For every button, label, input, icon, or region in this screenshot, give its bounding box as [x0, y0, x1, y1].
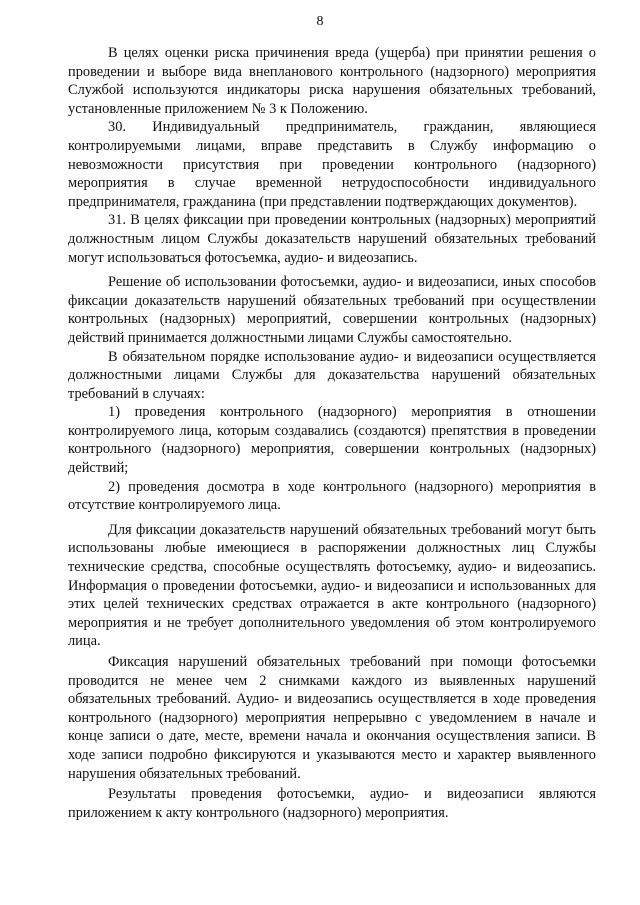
paragraph-item-31: 31. В целях фиксации при проведении контрольных (надзорных) мероприятий должностным лицом Службы доказательств нарушений обязательных требований могут использоваться фотосъемка, аудио- и видеозапись.: [68, 212, 596, 266]
paragraph-technical-means: Для фиксации доказательств нарушений обязательных требований могут быть использованы любые имеющиеся в распоряжении должностных лиц Службы технические средства, способные осуществлять фотосъемку, аудио- и видеозапись. Информация о проведении фотосъемки, аудио- и видеозаписи и использованных для этих целей технических средствах отражается в акте контрольного (надзорного) мероприятия и не требует дополнительного уведомления об этом контролируемого лица.: [68, 521, 596, 650]
page-number: 8: [316, 14, 324, 29]
paragraph-photo-fixation: Фиксация нарушений обязательных требований при помощи фотосъемки проводится не менее чем 2 снимками каждого из выявленных нарушений обязательных требований. Аудио- и видеозапись осуществляется в ходе проведения контрольного (надзорного) мероприятия непрерывно с уведомлением в начале и конце записи о дате, месте, времени начала и окончания осуществления записи. В ходе записи подробно фиксируются и указываются место и характер выявленного нарушения обязательных требований.: [68, 654, 596, 782]
paragraph-item-30: 30. Индивидуальный предприниматель, гражданин, являющиеся контролируемыми лицами, вправе представить в Службу информацию о невозможности присутствия при проведении контрольного (надзорного) мероприятия в случае временной нетрудоспособности индивидуального предпринимателя, гражданина (при представлении подтверждающих документов).: [68, 119, 596, 210]
document-body: [68, 44, 596, 822]
list-item-obstruction: 1) проведения контрольного (надзорного) мероприятия в отношении контролируемого лица, которым создавались (создаются) препятствия в проведении контрольного (надзорного) мероприятия, совершении контрольных (надзорных) действий;: [68, 404, 596, 477]
paragraph-results: Результаты проведения фотосъемки, аудио- и видеозаписи являются приложением к акту контрольного (надзорного) мероприятия.: [68, 786, 596, 821]
paragraph-risk-indicators: В целях оценки риска причинения вреда (ущерба) при принятии решения о проведении и выборе вида внепланового контрольного (надзорного) мероприятия Службой используются индикаторы риска нарушения обязательных требований, установленные приложением № 3 к Положению.: [68, 45, 596, 117]
list-item-inspection: 2) проведения досмотра в ходе контрольного (надзорного) мероприятия в отсутствие контролируемого лица.: [68, 478, 596, 514]
paragraph-mandatory-recording: В обязательном порядке использование аудио- и видеозаписи осуществляется должностными лицами Службы для доказательства нарушений обязательных требований в случаях:: [68, 348, 596, 402]
paragraph-fixation-decision: Решение об использовании фотосъемки, аудио- и видеозаписи, иных способов фиксации доказательств нарушений обязательных требований при осуществлении контрольных (надзорных) мероприятий, совершении контрольных (надзорных) действий принимается должностными лицами Службы самостоятельно.: [68, 274, 596, 346]
